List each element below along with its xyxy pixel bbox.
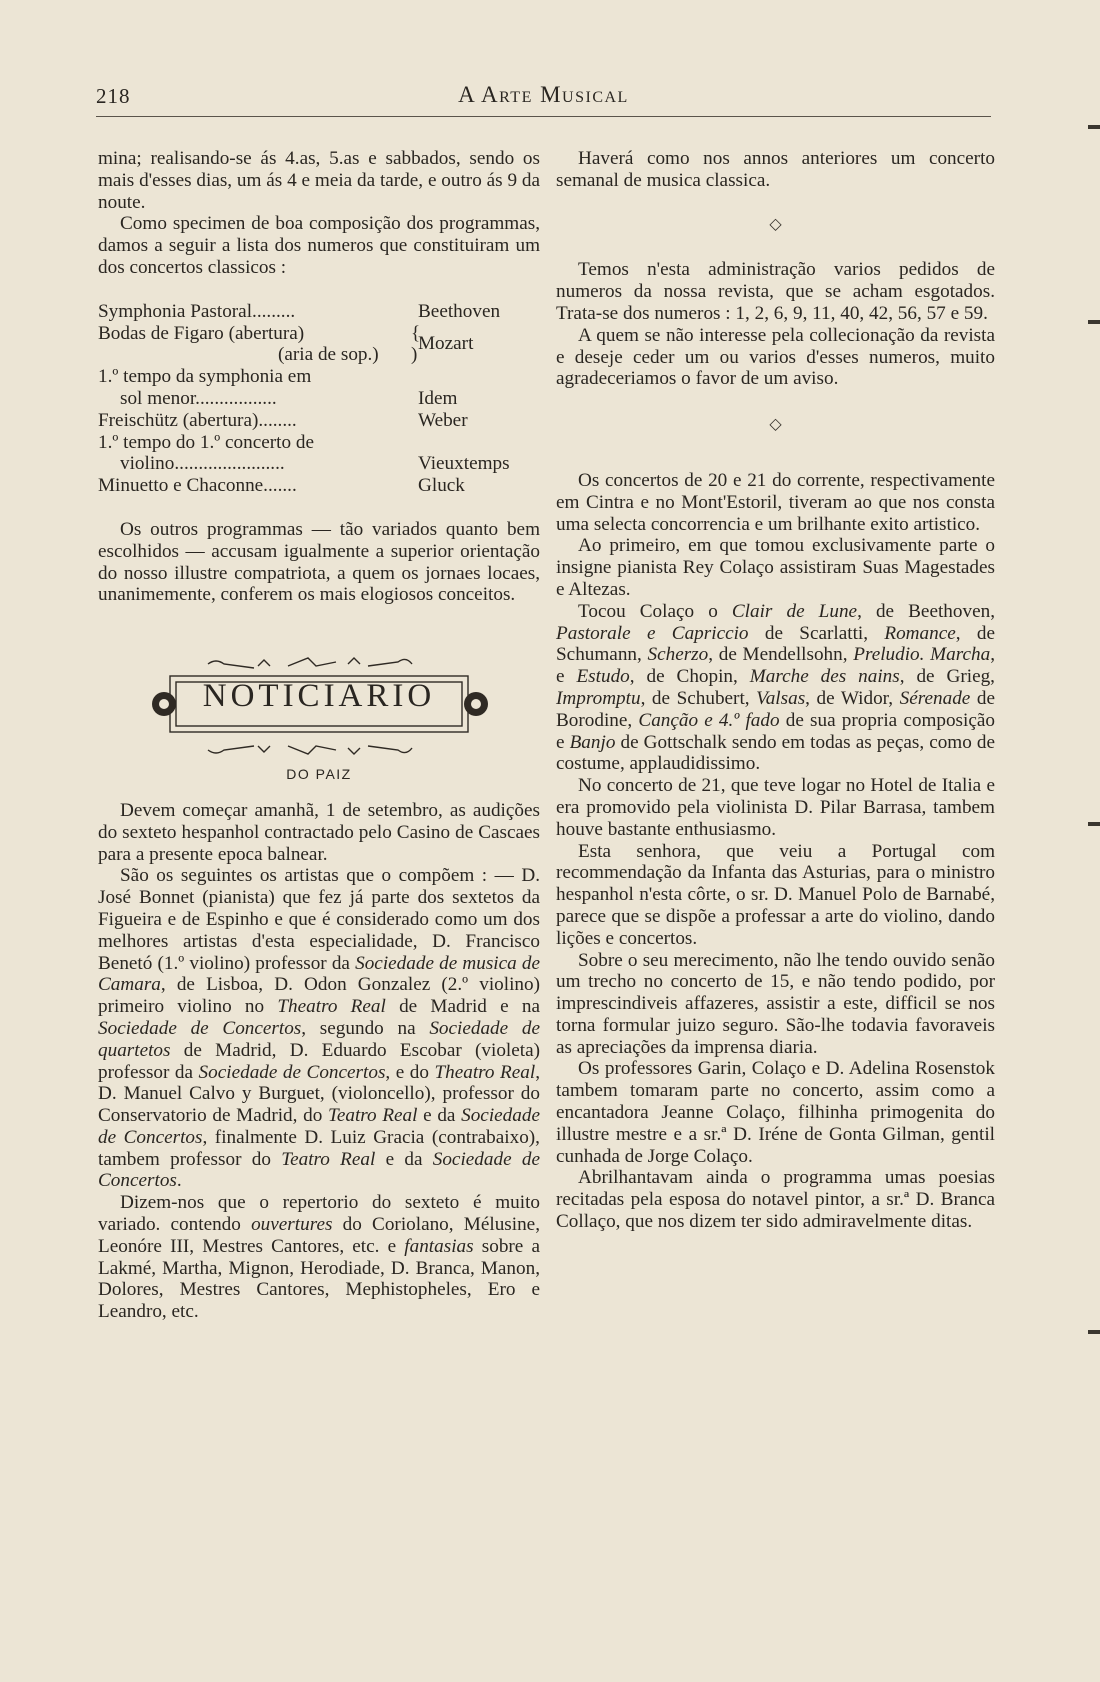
program-work: Freischütz (abertura)........ (98, 409, 297, 431)
section-subtitle: DO PAIZ (286, 766, 352, 783)
program-row (98, 301, 540, 323)
paragraph: No concerto de 21, que teve logar no Hotel de Italia e era promovido pela violinista D. Pilar Barrasa, tambem houve bastante enthusiasmo. (556, 775, 995, 840)
brace-mark: { (411, 322, 421, 344)
program-row (98, 432, 540, 454)
left-column (98, 148, 540, 1323)
paragraph: A quem se não interesse pela collecionação da revista e deseje ceder um ou varios d'esses numeros, muito agradeceriamos o favor de um aviso. (556, 324, 995, 390)
program-work: violino....................... (120, 453, 285, 475)
program-work: Symphonia Pastoral......... (98, 300, 296, 322)
program-composer: Idem (418, 387, 458, 409)
paragraph: Devem começar amanhã, 1 de setembro, as audições do sexteto hespanhol contractado pelo Casino de Cascaes para a presente epoca balnear. (98, 799, 540, 865)
brace-mark: ) (411, 344, 418, 366)
paragraph: Ao primeiro, em que tomou exclusivamente parte o insigne pianista Rey Colaço assistiram Suas Magestades e Altezas. (556, 535, 995, 600)
program-row (98, 344, 540, 366)
program-composer: Beethoven (418, 300, 501, 322)
margin-mark (1088, 320, 1100, 324)
program-row (98, 453, 540, 475)
paragraph: Como specimen de boa composição dos programmas, damos a seguir a lista dos numeros que constituiram um dos concertos classicos : (98, 213, 540, 278)
margin-mark (1088, 125, 1100, 129)
section-title: NOTICIARIO (202, 678, 436, 715)
program-work: Minuetto e Chaconne....... (98, 475, 297, 497)
program-composer: Vieuxtemps (418, 453, 510, 475)
page-header (96, 82, 991, 117)
program-row (98, 388, 540, 410)
paragraph: mina; realisando-se ás 4.as, 5.as e sabbados, sendo os mais d'esses dias, um ás 4 e meia da tarde, e outro ás 9 da noute. (98, 148, 540, 213)
concert-program (98, 301, 540, 497)
program-work: 1.º tempo da symphonia em (98, 366, 312, 388)
program-composer: Gluck (418, 475, 465, 497)
program-work: Bodas de Figaro (abertura) (98, 322, 305, 344)
program-row (98, 366, 540, 388)
program-composer: Mozart (418, 332, 474, 354)
program-row (98, 410, 540, 432)
paragraph: São os seguintes os artistas que o compõem : — D. José Bonnet (pianista) que fez já parte dos sextetos da Figueira e de Espinho e que é considerado como um dos melhores artistas d'esta especialidade, D. Francisco Benetó (1.º violino) professor da Sociedade de musica de Camara, de Lisboa, D. Odon Gonzalez (2.º violino) primeiro violino no Theatro Real de Madrid e na Sociedade de Concertos, segundo na Sociedade de quartetos de Madrid, D. Eduardo Escobar (violeta) professor da Sociedade de Concertos, e do Theatro Real, D. Manuel Calvo y Burguet, (violoncello), professor do Conservatorio de Madrid, do Teatro Real e da Sociedade de Concertos, finalmente D. Luiz Gracia (contrabaixo), tambem professor do Teatro Real e da Sociedade de Concertos. (98, 865, 541, 1192)
paragraph: Esta senhora, que veiu a Portugal com recommendação da Infanta das Asturias, para o ministro hespanhol n'esta côrte, o sr. D. Manuel Polo de Barnabé, parece que se dispõe a professar a arte do violino, dando lições e concertos. (556, 840, 995, 949)
paragraph: Haverá como nos annos anteriores um concerto semanal de musica classica. (556, 148, 995, 191)
program-work: 1.º tempo do 1.º concerto de (98, 431, 314, 453)
diamond-ornament-icon: ◇ (769, 215, 782, 233)
section-heading-ornament (98, 642, 540, 760)
margin-mark (1088, 822, 1100, 826)
paragraph: Dizem-nos que o repertorio do sexteto é muito variado. contendo ouvertures do Coriolano, Mélusine, Leonóre III, Mestres Cantores, etc. e fantasias sobre a Lakmé, Martha, Mignon, Herodiade, D. Branca, Manon, Dolores, Mestres Cantores, Mephistopheles, Ero e Leandro, etc. (98, 1192, 540, 1323)
paragraph: Sobre o seu merecimento, não lhe tendo ouvido senão um trecho no concerto de 15, e não tendo podido, por imprescindiveis affazeres, assistir a este, difficil se nos torna formular juizo seguro. São-lhe todavia favoraveis as apreciações da imprensa diaria. (556, 949, 995, 1058)
program-composer: Weber (418, 409, 468, 431)
program-work: (aria de sop.) (278, 344, 379, 366)
paragraph: Os outros programmas — tão variados quanto bem escolhidos — accusam igualmente a superior orientação do nosso illustre compatriota, a quem os jornaes locaes, unanimemente, conferem os mais elogiosos conceitos. (98, 518, 540, 606)
right-column (556, 148, 995, 1233)
program-work: sol menor................. (120, 387, 277, 409)
paragraph: Os concertos de 20 e 21 do corrente, respectivamente em Cintra e no Mont'Estoril, tiveram ao que nos consta uma selecta concorrencia e um brilhante exito artistico. (556, 469, 995, 535)
paragraph: Os professores Garin, Colaço e D. Adelina Rosenstok tambem tomaram parte no concerto, assim como a encantadora Jeanne Colaço, filhinha primogenita do illustre mestre e a sr.ª D. Iréne de Gonta Gilman, gentil cunhada de Jorge Colaço. (556, 1058, 995, 1167)
running-title: A Arte Musical (458, 82, 629, 107)
paragraph: Temos n'esta administração varios pedidos de numeros da nossa revista, que se acham esgotados. Trata-se dos numeros : 1, 2, 6, 9, 11, 40, 42, 56, 57 e 59. (556, 259, 995, 324)
paragraph: Abrilhantavam ainda o programma umas poesias recitadas pela esposa do notavel pintor, a sr.ª D. Branca Collaço, que nos dizem ter sido admiravelmente ditas. (556, 1167, 995, 1233)
paragraph: Tocou Colaço o Clair de Lune, de Beethoven, Pastorale e Capriccio de Scarlatti, Romance, de Schumann, Scherzo, de Mendellsohn, Preludio. Marcha, e Estudo, de Chopin, Marche des nains, de Grieg, Impromptu, de Schubert, Valsas, de Widor, Sérenade de Borodine, Canção e 4.º fado de sua propria composição e Banjo de Gottschalk sendo em todas as peças, como de costume, applaudidissimo. (556, 600, 995, 775)
page-number: 218 (96, 84, 131, 108)
diamond-ornament-icon: ◇ (769, 416, 782, 434)
program-row (98, 322, 540, 354)
margin-mark (1088, 1330, 1100, 1334)
program-row (98, 475, 540, 497)
